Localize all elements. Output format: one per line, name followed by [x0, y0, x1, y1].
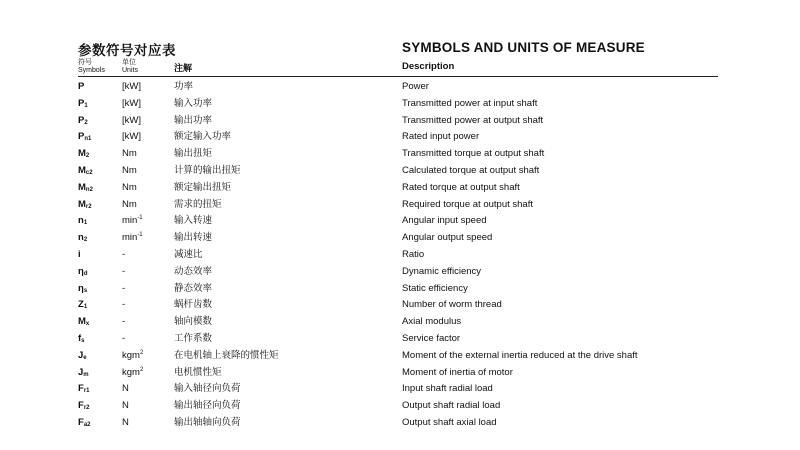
symbol-subscript: d: [83, 270, 88, 277]
table-row: [0, 213, 800, 230]
unit-cell: [122, 297, 125, 314]
symbol-subscript: 2: [83, 237, 88, 244]
symbol-subscript: 1: [83, 304, 88, 311]
symbol-subscript: r1: [83, 388, 90, 395]
page-title-cn: 参数符号对应表: [78, 43, 176, 58]
unit-exponent: 2: [139, 349, 144, 356]
unit-text: -: [122, 299, 126, 311]
unit-text: Nm: [122, 164, 137, 176]
unit-text: [kW]: [122, 97, 141, 109]
table-row: [0, 79, 800, 96]
description-cell: Required torque at output shaft: [402, 198, 533, 210]
unit-cell: [122, 79, 141, 96]
table-row: [0, 230, 800, 247]
unit-cell: [122, 96, 141, 113]
symbol-letter: M: [78, 164, 86, 176]
unit-cell: [122, 365, 143, 382]
chinese-note-cell: 轴向模数: [174, 316, 213, 328]
unit-text: -: [122, 332, 126, 344]
unit-cell: [122, 398, 129, 415]
table-row: [0, 365, 800, 382]
description-cell: Angular output speed: [402, 232, 493, 244]
symbol-letter: M: [78, 148, 86, 160]
chinese-note-cell: 额定输入功率: [174, 131, 232, 143]
symbol-letter: F: [78, 400, 84, 412]
table-row: [0, 415, 800, 432]
chinese-note-cell: 输入功率: [174, 97, 213, 109]
table-row: [0, 281, 800, 298]
symbol-letter: P: [78, 81, 85, 92]
chinese-note-cell: 输入轴径向负荷: [174, 383, 241, 395]
symbol-subscript: 1: [83, 220, 88, 227]
unit-cell: [122, 415, 129, 432]
chinese-note-cell: 减速比: [174, 248, 203, 260]
description-cell: Ratio: [402, 248, 425, 260]
symbol-letter: n: [78, 215, 84, 227]
table-row: [0, 297, 800, 314]
table-row: [0, 247, 800, 264]
description-cell: Dynamic efficiency: [402, 265, 482, 277]
symbols-header-cn: 符号: [78, 59, 92, 66]
symbol-letter: i: [78, 248, 81, 260]
table-row: [0, 180, 800, 197]
unit-text: [kW]: [122, 114, 141, 126]
unit-text: Nm: [122, 181, 137, 193]
unit-text: Nm: [122, 198, 137, 210]
unit-text: -: [122, 248, 126, 260]
table-row: [0, 348, 800, 365]
chinese-note-cell: 电机惯性矩: [174, 366, 222, 378]
symbol-subscript: c2: [85, 169, 93, 176]
description-cell: Calculated torque at output shaft: [402, 164, 540, 176]
table-row: [0, 381, 800, 398]
description-cell: Power: [402, 81, 429, 92]
unit-cell: [122, 331, 125, 348]
description-cell: Transmitted power at output shaft: [402, 114, 544, 126]
symbol-letter: P: [78, 131, 85, 143]
unit-cell: [122, 180, 137, 197]
unit-cell: [122, 213, 143, 230]
symbol-letter: η: [78, 265, 84, 277]
unit-cell: [122, 381, 129, 398]
table-row: [0, 96, 800, 113]
chinese-note-cell: 输出轴径向负荷: [174, 400, 241, 412]
unit-cell: [122, 314, 125, 331]
description-cell: Moment of the external inertia reduced at the drive shaft: [402, 349, 638, 361]
symbol-letter: M: [78, 316, 86, 328]
table-header: [0, 58, 800, 76]
unit-text: kgm: [122, 366, 140, 378]
units-header-cn: 单位: [122, 59, 136, 66]
symbol-subscript: 2: [84, 119, 88, 126]
chinese-note-cell: 输出扭矩: [174, 148, 213, 160]
unit-cell: [122, 281, 125, 298]
table-row: [0, 129, 800, 146]
chinese-note-cell: 输出功率: [174, 114, 213, 126]
unit-cell: [122, 264, 125, 281]
description-cell: Rated input power: [402, 131, 480, 143]
symbol-subscript: n1: [84, 136, 92, 143]
table-row: [0, 331, 800, 348]
symbols-table-body: [0, 79, 800, 432]
symbol-subscript: n2: [85, 186, 93, 193]
unit-text: min: [122, 215, 138, 227]
unit-text: kgm: [122, 349, 140, 361]
symbol-subscript: r2: [85, 203, 92, 210]
symbols-header-en: Symbols: [78, 66, 105, 74]
description-cell: Axial modulus: [402, 316, 462, 328]
unit-exponent: -1: [137, 215, 143, 222]
table-row: [0, 264, 800, 281]
table-row: [0, 398, 800, 415]
symbol-letter: M: [78, 181, 86, 193]
page-title-en: SYMBOLS AND UNITS OF MEASURE: [402, 40, 645, 55]
symbol-subscript: 2: [85, 153, 90, 160]
description-cell: Number of worm thread: [402, 299, 502, 311]
symbol-letter: J: [78, 366, 84, 378]
symbol-letter: f: [78, 332, 82, 344]
chinese-note-cell: 静态效率: [174, 282, 213, 294]
symbol-letter: F: [78, 383, 84, 395]
symbol-subscript: r2: [83, 405, 90, 412]
unit-cell: [122, 197, 137, 214]
note-column-header: 注解: [174, 63, 193, 73]
unit-text: N: [122, 416, 129, 428]
description-cell: Moment of inertia of motor: [402, 366, 513, 378]
description-cell: Transmitted torque at output shaft: [402, 148, 545, 160]
chinese-note-cell: 工作系数: [174, 332, 213, 344]
symbol-subscript: 1: [84, 102, 88, 109]
chinese-note-cell: 输出转速: [174, 232, 213, 244]
description-cell: Output shaft axial load: [402, 416, 497, 428]
unit-text: -: [122, 316, 126, 328]
symbol-subscript: x: [85, 321, 90, 328]
chinese-note-cell: 蜗杆齿数: [174, 299, 213, 311]
description-column-header: Description: [402, 61, 455, 72]
symbol-subscript: s: [83, 287, 88, 294]
symbols-column-header: [78, 59, 105, 74]
chinese-note-cell: 额定输出扭矩: [174, 181, 232, 193]
unit-cell: [122, 247, 125, 264]
unit-text: [kW]: [122, 81, 141, 92]
chinese-note-cell: 在电机轴上衰降的惯性矩: [174, 349, 279, 361]
units-column-header: [122, 59, 138, 74]
description-cell: Rated torque at output shaft: [402, 181, 520, 193]
units-header-en: Units: [122, 66, 138, 74]
symbol-letter: n: [78, 232, 84, 244]
unit-exponent: 2: [139, 366, 144, 373]
symbol-letter: η: [78, 282, 84, 294]
table-row: [0, 197, 800, 214]
table-row: [0, 146, 800, 163]
symbol-letter: M: [78, 198, 86, 210]
symbol-letter: P: [78, 114, 85, 126]
description-cell: Transmitted power at input shaft: [402, 97, 538, 109]
unit-cell: [122, 129, 141, 146]
symbol-subscript: a2: [83, 421, 91, 428]
unit-text: [kW]: [122, 131, 141, 143]
table-row: [0, 163, 800, 180]
chinese-note-cell: 功率: [174, 81, 194, 92]
description-cell: Input shaft radial load: [402, 383, 493, 395]
chinese-note-cell: 计算的输出扭矩: [174, 164, 241, 176]
chinese-note-cell: 需求的扭矩: [174, 198, 222, 210]
unit-text: Nm: [122, 148, 137, 160]
symbol-letter: P: [78, 97, 85, 109]
symbol-letter: F: [78, 416, 84, 428]
unit-cell: [122, 163, 137, 180]
description-cell: Output shaft radial load: [402, 400, 501, 412]
symbol-letter: J: [78, 349, 84, 361]
table-row: [0, 314, 800, 331]
unit-cell: [122, 113, 141, 130]
chinese-note-cell: 输入转速: [174, 215, 213, 227]
symbol-cell: [78, 415, 91, 434]
unit-text: min: [122, 232, 138, 244]
table-row: [0, 113, 800, 130]
unit-cell: [122, 348, 143, 365]
chinese-note-cell: 输出轴轴向负荷: [174, 416, 241, 428]
symbol-subscript: m: [83, 371, 89, 378]
symbol-letter: Z: [78, 299, 84, 311]
unit-text: -: [122, 282, 126, 294]
symbol-subscript: e: [83, 354, 87, 361]
symbol-subscript: s: [81, 337, 85, 344]
header-divider: [78, 76, 718, 77]
unit-cell: [122, 146, 137, 163]
description-cell: Static efficiency: [402, 282, 468, 294]
unit-cell: [122, 230, 143, 247]
unit-text: -: [122, 265, 126, 277]
unit-text: N: [122, 383, 129, 395]
description-cell: Service factor: [402, 332, 461, 344]
unit-exponent: -1: [137, 232, 143, 239]
description-cell: Angular input speed: [402, 215, 487, 227]
chinese-note-cell: 动态效率: [174, 265, 213, 277]
unit-text: N: [122, 400, 129, 412]
